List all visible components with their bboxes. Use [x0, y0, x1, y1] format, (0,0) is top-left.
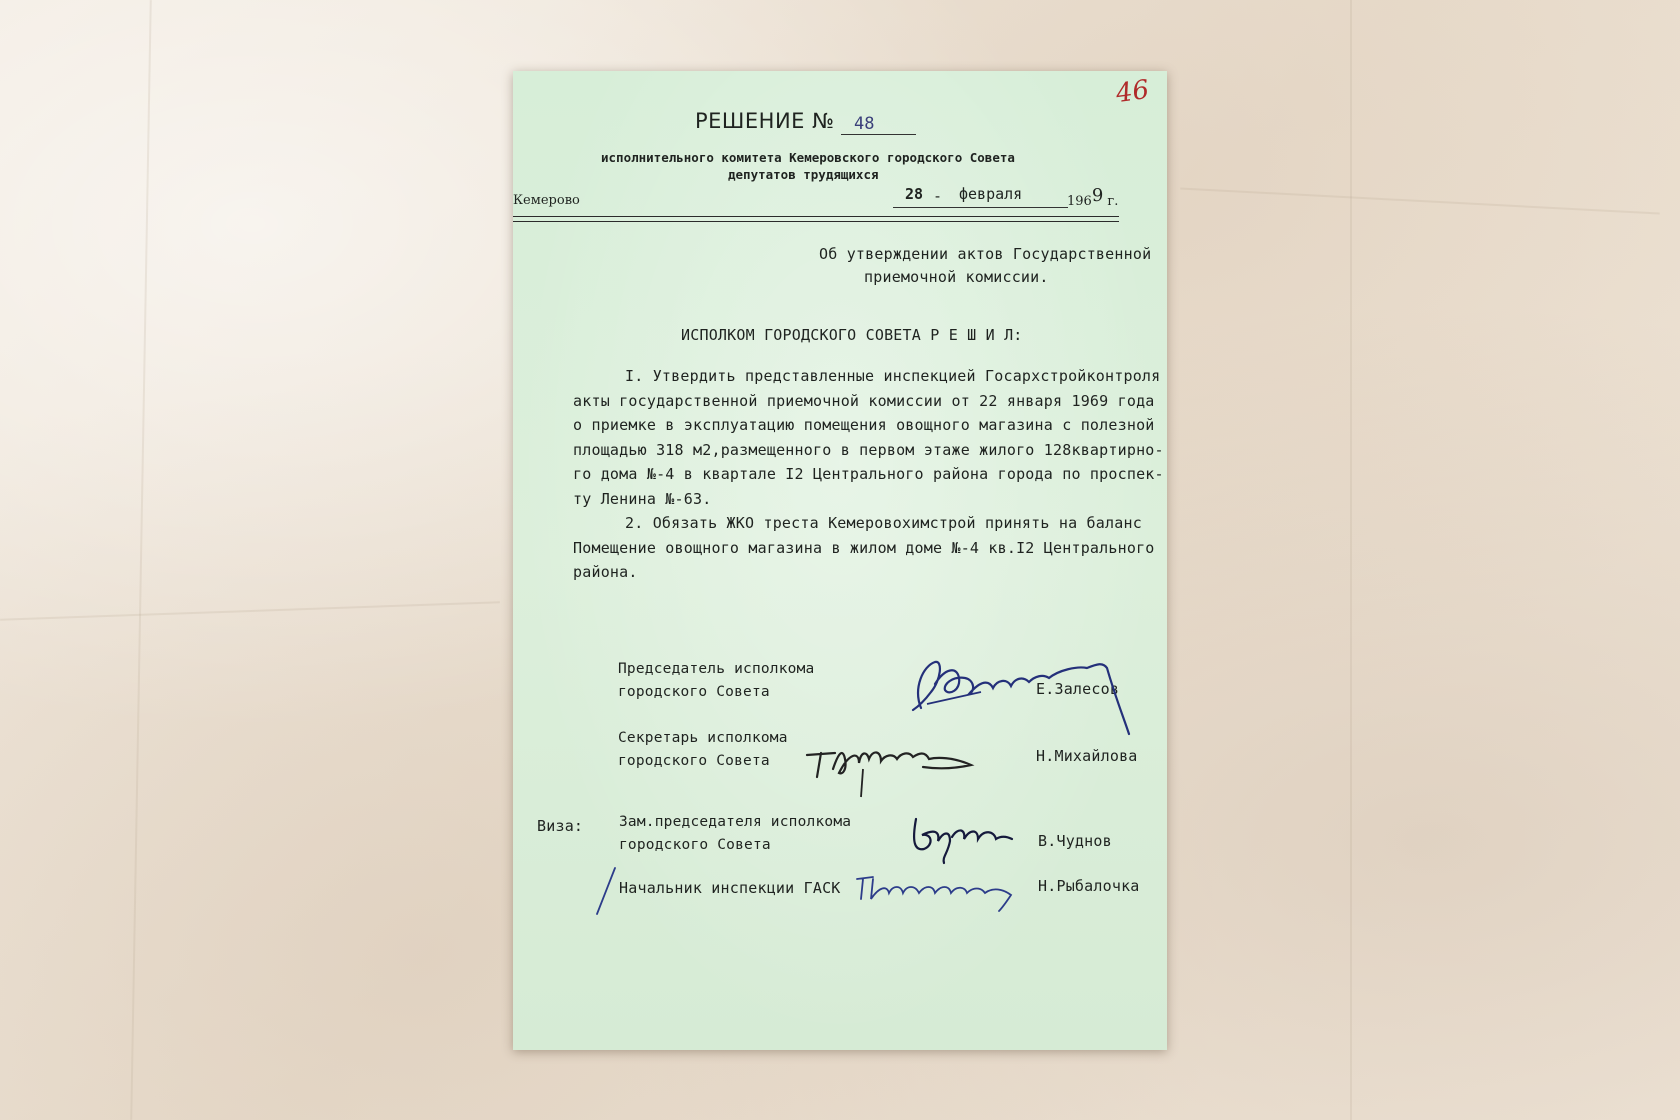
item-1-line: I. Утвердить представленные инспекцией Госархстройконтроля — [625, 367, 1161, 385]
number-underline — [841, 134, 916, 135]
decision-number: 48 — [854, 114, 875, 134]
item-1-line: акты государственной приемочной комиссии от 22 января 1969 года — [573, 391, 1155, 410]
subject-line-1: Об утверждении актов Государственной — [819, 245, 1152, 263]
background-crease — [130, 0, 152, 1120]
visa-checkmark — [593, 866, 623, 916]
date-day: 28 — [905, 185, 924, 203]
date-year-prefix: 196 — [1067, 194, 1092, 209]
date-year-unit: г. — [1107, 194, 1119, 209]
signatory-2-title — [618, 727, 788, 773]
background-crease — [1180, 187, 1659, 214]
signatory-2-title-line-1: Секретарь исполкома — [618, 730, 788, 746]
date-year — [1067, 185, 1119, 210]
city-name: Кемерово — [513, 193, 580, 208]
item-2 — [573, 511, 1155, 585]
subject-line-2: приемочной комиссии. — [864, 268, 1049, 286]
signatory-1-title-line-1: Председатель исполкома — [618, 661, 815, 677]
date-month: февраля — [959, 185, 1023, 203]
signatory-1-title-line-2: городского Совета — [618, 684, 770, 700]
item-1 — [573, 364, 1164, 512]
visa-2-name: Н.Рыбалочка — [1038, 877, 1140, 895]
visa-1-title-line-2: городского Совета — [619, 837, 771, 853]
document-page — [513, 71, 1167, 1050]
background-crease — [0, 601, 500, 620]
item-2-line: 2. Обязать ЖКО треста Кемеровохимстрой принять на баланс — [625, 514, 1142, 532]
signatory-1-name: Е.Залесов — [1036, 680, 1120, 698]
visa-label: Виза: — [537, 817, 584, 835]
signature-chudnov — [908, 801, 1028, 871]
header-rule-top — [513, 216, 1119, 217]
signature-mikhailova — [803, 729, 1023, 799]
date-underline — [893, 207, 1068, 208]
archive-page-number: 46 — [1114, 74, 1152, 110]
visa-2-title: Начальник инспекции ГАСК — [619, 879, 841, 897]
item-2-line: района. — [573, 563, 638, 582]
signature-zalesov — [883, 596, 1123, 726]
visa-1-name: В.Чуднов — [1038, 832, 1112, 850]
item-1-line: площадью 318 м2,размещенного в первом этаже жилого 128квартирно- — [573, 440, 1164, 459]
item-2-line: Помещение овощного магазина в жилом доме №-4 кв.I2 Центрального — [573, 538, 1155, 557]
document-title — [695, 109, 834, 133]
signatory-2-name: Н.Михайлова — [1036, 747, 1138, 765]
signature-rybalochka — [853, 871, 1033, 921]
date-separator: - — [933, 187, 943, 205]
visa-1-title — [619, 811, 851, 857]
background-crease — [1350, 0, 1352, 1120]
issuer-line-2: депутатов трудящихся — [728, 167, 879, 182]
item-1-line: ту Ленина №-63. — [573, 489, 712, 508]
date-year-suffix: 9 — [1091, 185, 1104, 206]
title-text: РЕШЕНИЕ № — [695, 109, 835, 133]
signatory-2-title-line-2: городского Совета — [618, 753, 770, 769]
issuer-line-1: исполнительного комитета Кемеровского городского Совета — [601, 150, 1015, 165]
signatory-1-title — [618, 658, 814, 704]
resolution-heading: ИСПОЛКОМ ГОРОДСКОГО СОВЕТА Р Е Ш И Л: — [681, 326, 1023, 344]
visa-1-title-line-1: Зам.председателя исполкома — [619, 814, 852, 830]
header-rule-bottom — [513, 221, 1119, 222]
item-1-line: го дома №-4 в квартале I2 Центрального района города по проспек- — [573, 465, 1164, 484]
item-1-line: о приемке в эксплуатацию помещения овощного магазина с полезной — [573, 416, 1155, 435]
